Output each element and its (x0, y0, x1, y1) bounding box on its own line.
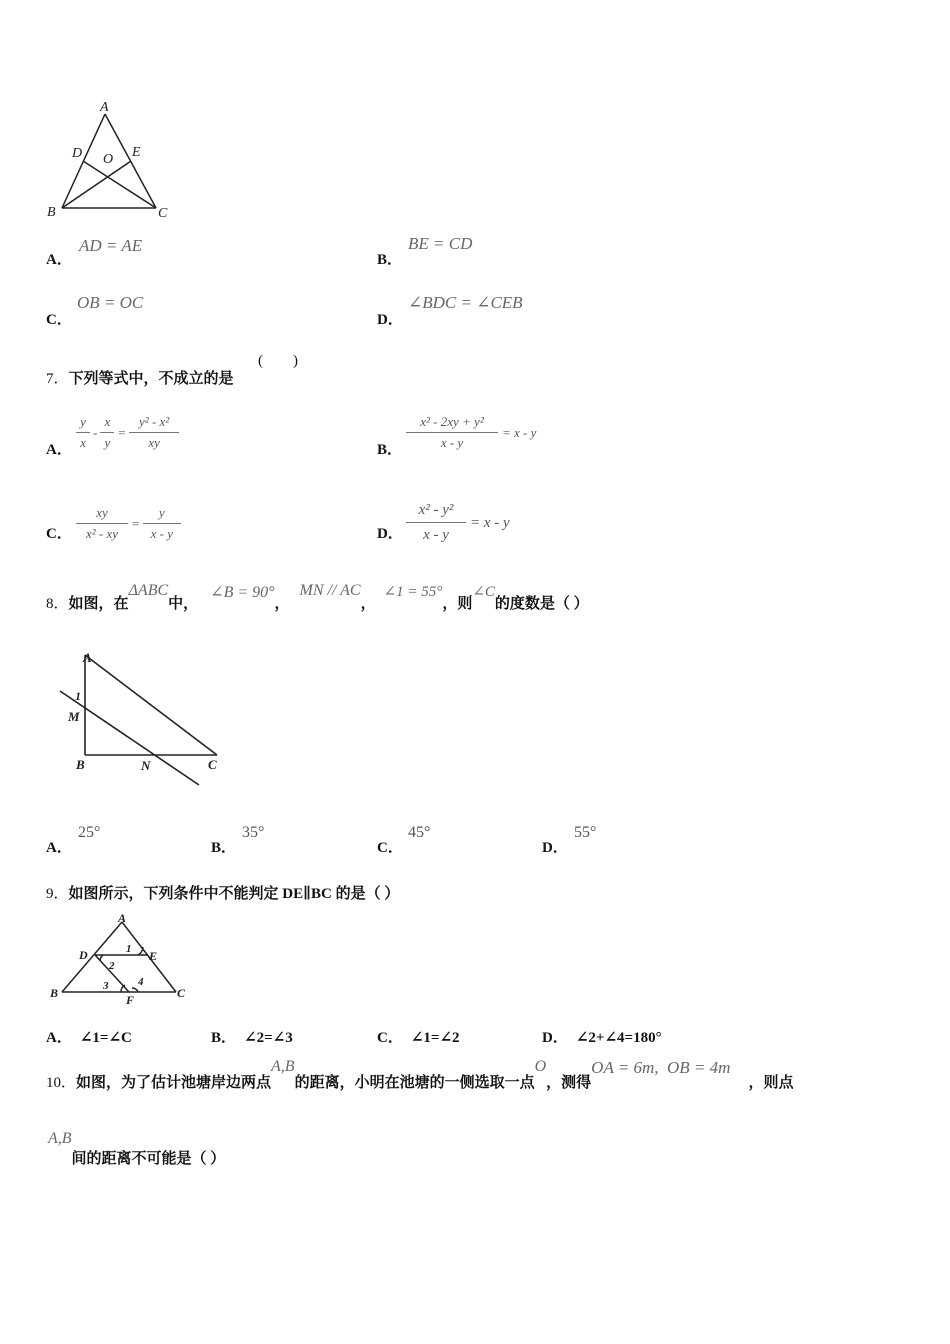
question-number: 8． (46, 596, 69, 612)
right-hand-side: = x - y (470, 514, 510, 531)
q7-option-d[interactable] (377, 522, 403, 543)
option-text: ∠2=∠3 (244, 1030, 293, 1046)
q7-option-a[interactable] (46, 438, 72, 459)
fig9-label-d: D (79, 948, 88, 962)
q7-option-d-expr (406, 498, 510, 547)
denominator: xy (129, 432, 179, 453)
q8-option-c-value: 45° (408, 824, 431, 841)
option-letter: A． (46, 1030, 72, 1046)
denominator: x (76, 432, 90, 453)
math-angle-c: ∠C (472, 584, 495, 600)
question-number: 9． (46, 886, 69, 902)
stem-text: ，则点 (748, 1075, 794, 1091)
question-number: 10． (46, 1075, 77, 1091)
option-letter: D． (377, 312, 403, 328)
fig8-label-c: C (208, 757, 217, 772)
q7-stem (46, 367, 234, 388)
math-point-o: O (534, 1058, 547, 1075)
stem-text: ，则 (442, 596, 473, 612)
option-letter: A． (46, 442, 72, 458)
q8-figure (52, 645, 232, 795)
math-angle-b: ∠B = 90° (210, 584, 275, 601)
denominator: x² - xy (76, 523, 128, 544)
fraction (129, 412, 179, 453)
question-text: 如图所示，下列条件中不能判定 DE∥BC 的是（ ） (68, 886, 400, 902)
numerator: x (104, 414, 111, 429)
question-number: 7． (46, 371, 69, 387)
q8-option-d-value: 55° (574, 824, 597, 841)
q8-option-a[interactable] (46, 836, 72, 857)
option-letter: B． (211, 840, 237, 856)
q8-option-b-value: 35° (242, 824, 265, 841)
fig8-label-b: B (76, 757, 85, 772)
q6-option-b[interactable] (377, 248, 402, 269)
stem-text: 如图，在 (68, 596, 129, 612)
fig9-label-4: 4 (138, 976, 144, 988)
option-letter: B． (211, 1030, 237, 1046)
q9-figure (46, 910, 191, 1005)
q7-option-a-expr (76, 412, 179, 453)
option-letter: B． (377, 252, 403, 268)
q7-option-c-expr (76, 503, 181, 544)
fig9-label-1: 1 (126, 943, 132, 955)
fig6-label-c: C (158, 206, 168, 221)
equals: = (131, 515, 140, 531)
option-letter: A． (46, 840, 72, 856)
q6-option-c[interactable] (46, 308, 72, 329)
numerator: y (158, 505, 165, 520)
q6-option-c-expr: OB = OC (77, 293, 144, 312)
option-letter: C． (377, 1030, 403, 1046)
math-measurements: OA = 6m, OB = 4m (591, 1058, 731, 1077)
q6-option-a-expr: AD = AE (79, 236, 143, 255)
fig9-label-c: C (177, 986, 186, 1000)
fig6-label-a: A (100, 100, 109, 115)
fig9-label-f: F (126, 993, 135, 1005)
math-points-ab: A,B (271, 1058, 295, 1075)
fraction (143, 503, 181, 544)
right-hand-side: = x - y (502, 424, 537, 440)
fig9-label-a: A (118, 911, 127, 925)
numerator: x² - 2xy + y² (420, 414, 484, 429)
fraction (406, 412, 498, 453)
q8-option-b[interactable] (211, 836, 236, 857)
q8-option-c[interactable] (377, 836, 403, 857)
q6-option-a[interactable] (46, 248, 72, 269)
math-parallel: MN // AC (299, 582, 361, 599)
stem-text: 间的距离不可能是（ ） (71, 1151, 226, 1167)
q9-option-d[interactable] (542, 1026, 662, 1047)
fraction (76, 503, 128, 544)
fig9-label-e: E (149, 949, 158, 963)
denominator: x - y (406, 432, 498, 453)
option-letter: D． (542, 1030, 568, 1046)
option-text: ∠2+∠4=180° (575, 1030, 662, 1046)
fig6-label-b: B (47, 205, 56, 220)
numerator: xy (96, 505, 108, 520)
option-text: ∠1=∠2 (410, 1030, 460, 1046)
q7-option-b[interactable] (377, 438, 402, 459)
question-text: 下列等式中，不成立的是 (68, 371, 234, 387)
q6-option-d[interactable] (377, 308, 403, 329)
q6-option-d-expr: ∠BDC = ∠CEB (408, 293, 523, 312)
option-letter: C． (46, 526, 72, 542)
fig6-label-e: E (132, 145, 141, 160)
denominator: y (100, 432, 114, 453)
math-points-ab: A,B (48, 1130, 72, 1147)
q6-figure (42, 98, 177, 223)
fig8-label-1: 1 (75, 689, 81, 703)
q9-option-c[interactable] (377, 1026, 460, 1047)
math-angle-1: ∠1 = 55° (383, 584, 443, 600)
stem-text: ， (274, 596, 290, 612)
q9-option-a[interactable] (46, 1026, 132, 1047)
numerator: y (80, 414, 86, 429)
fig9-label-3: 3 (103, 980, 109, 992)
fig6-label-o: O (103, 152, 114, 167)
fig8-label-a: A (83, 650, 92, 665)
q8-option-d[interactable] (542, 836, 568, 857)
stem-text: 的距离，小明在池塘的一侧选取一点 (294, 1075, 535, 1091)
q7-option-b-expr (406, 412, 536, 453)
option-letter: B． (377, 442, 403, 458)
option-letter: C． (377, 840, 403, 856)
stem-text: 的度数是（ ） (494, 596, 589, 612)
fig8-label-n: N (141, 758, 151, 773)
stem-text: 如图，为了估计池塘岸边两点 (76, 1075, 272, 1091)
option-letter: D． (542, 840, 568, 856)
fraction (76, 412, 90, 453)
denominator: x - y (406, 522, 466, 547)
fig9-label-b: B (50, 986, 59, 1000)
fig6-label-d: D (72, 146, 83, 161)
q8-stem (46, 582, 589, 613)
q10-stem-line1 (46, 1058, 793, 1092)
stem-text: ，测得 (546, 1075, 592, 1091)
denominator: x - y (143, 523, 181, 544)
option-letter: D． (377, 526, 403, 542)
option-letter: C． (46, 312, 72, 328)
q10-stem-line2 (48, 1130, 225, 1168)
q9-stem (46, 882, 399, 903)
fraction (406, 498, 466, 547)
operator: - (93, 424, 98, 440)
math-triangle-abc: ΔABC (128, 582, 169, 599)
q7-option-c[interactable] (46, 522, 72, 543)
numerator: x² - y² (418, 502, 454, 518)
equals: = (117, 424, 127, 440)
q8-option-a-value: 25° (78, 824, 101, 841)
q7-answer-paren: ( ) (258, 353, 298, 369)
q9-option-b[interactable] (211, 1026, 293, 1047)
fig9-label-2: 2 (109, 960, 115, 972)
fraction (100, 412, 114, 453)
fig8-label-m: M (68, 709, 80, 724)
stem-text: 中， (168, 596, 199, 612)
option-text: ∠1=∠C (79, 1030, 132, 1046)
option-letter: A． (46, 252, 72, 268)
q6-option-b-expr: BE = CD (408, 234, 473, 253)
stem-text: ， (360, 596, 376, 612)
numerator: y² - x² (139, 414, 170, 429)
